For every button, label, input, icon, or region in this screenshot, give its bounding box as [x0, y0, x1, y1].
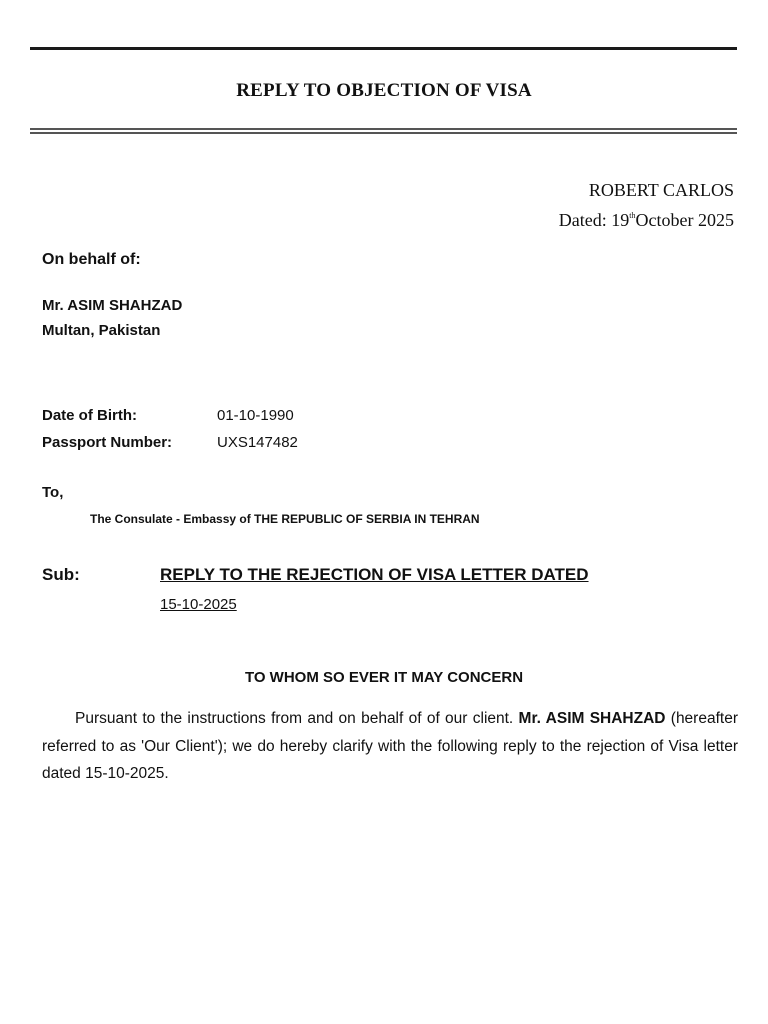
- sender-name: ROBERT CARLOS: [588, 180, 734, 200]
- top-rule: [30, 47, 737, 50]
- salutation: TO WHOM SO EVER IT MAY CONCERN: [244, 669, 524, 686]
- client-name: Mr. ASIM SHAHZAD: [42, 297, 183, 314]
- passport-label: Passport Number:: [42, 434, 173, 451]
- dob-label: Date of Birth:: [42, 407, 137, 424]
- passport-row: [42, 429, 298, 456]
- sender-block: [559, 177, 734, 233]
- passport-value: UXS147482: [217, 434, 298, 451]
- client-block: [42, 293, 182, 343]
- subject-text: REPLY TO THE REJECTION OF VISA LETTER DATED: [160, 565, 589, 584]
- subject-label: Sub:: [42, 565, 80, 584]
- recipient: The Consulate - Embassy of THE REPUBLIC OF SERBIA IN TEHRAN: [90, 512, 480, 526]
- body-paragraph: Pursuant to the instructions from and on behalf of of our client. Mr. ASIM SHAHZAD (hereafter referred to as 'Our Client'); we do hereby clarify with the following reply to the rejection of Visa letter dated 15-10-2025.: [42, 710, 738, 782]
- on-behalf-label: On behalf of:: [42, 251, 141, 268]
- to-label: To,: [42, 484, 64, 501]
- details-block: [42, 402, 298, 456]
- dob-value: 01-10-1990: [217, 407, 294, 424]
- double-rule: [30, 128, 737, 134]
- dob-row: [42, 402, 298, 429]
- subject-date: 15-10-2025: [160, 596, 237, 613]
- body-client-name: Mr. ASIM SHAHZAD: [518, 710, 666, 727]
- client-location: Multan, Pakistan: [42, 322, 161, 339]
- sender-date: Dated: 19thOctober 2025: [558, 210, 734, 230]
- document-title: REPLY TO OBJECTION OF VISA: [236, 80, 532, 101]
